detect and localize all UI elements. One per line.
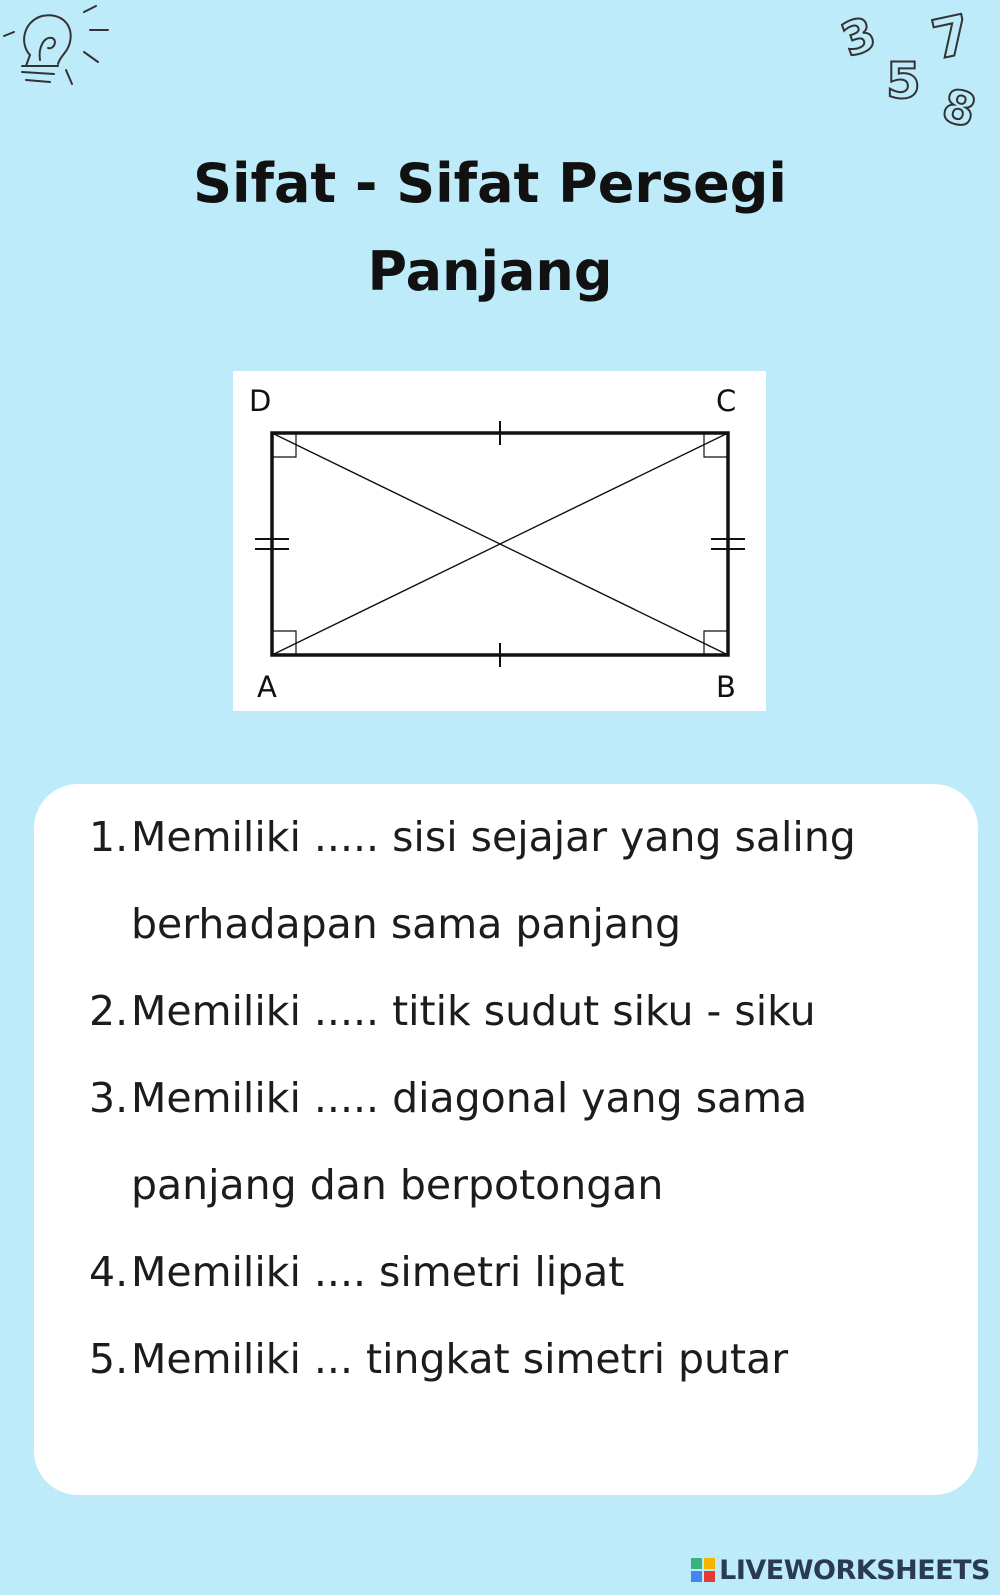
vertex-label-c: C (716, 384, 737, 418)
properties-card (34, 784, 978, 1495)
list-item (89, 794, 939, 968)
right-angle-mark-a (272, 631, 296, 655)
right-angle-mark-c (704, 433, 728, 457)
page-title-line-2: Panjang (367, 240, 613, 303)
list-item (89, 1316, 939, 1403)
liveworksheets-logo-icon (691, 1558, 715, 1582)
list-item-text: Memiliki ..... sisi sejajar yang saling berhadapan sama panjang (131, 813, 856, 948)
list-item-number: 3. (89, 1074, 129, 1122)
list-item-number: 4. (89, 1248, 129, 1296)
vertex-label-d: D (249, 384, 272, 418)
liveworksheets-brand[interactable] (691, 1552, 990, 1588)
list-item (89, 968, 939, 1055)
list-item-number: 2. (89, 987, 129, 1035)
vertex-label-b: B (716, 670, 736, 704)
doodle-digit-7: 7 (926, 2, 977, 72)
doodle-digit-3: 3 (834, 5, 883, 68)
list-item-text: Memiliki ..... diagonal yang sama panjang dan berpotongan (131, 1074, 808, 1209)
rectangle-diagram (233, 371, 766, 711)
properties-list (89, 794, 939, 1403)
list-item-text: Memiliki .... simetri lipat (131, 1248, 625, 1296)
list-item-number: 5. (89, 1335, 129, 1383)
rectangle-figure (233, 371, 766, 711)
brand-name: LIVEWORKSHEETS (719, 1554, 990, 1586)
page-title-line-1: Sifat - Sifat Persegi (193, 152, 787, 215)
list-item (89, 1055, 939, 1229)
page-title (150, 140, 830, 316)
list-item-text: Memiliki ... tingkat simetri putar (131, 1335, 789, 1383)
doodle-digit-8: 8 (937, 77, 982, 138)
list-item-text: Memiliki ..... titik sudut siku - siku (131, 987, 816, 1035)
doodle-digit-5: 5 (886, 52, 921, 110)
list-item (89, 1229, 939, 1316)
vertex-label-a: A (257, 670, 277, 704)
right-angle-mark-b (704, 631, 728, 655)
list-item-number: 1. (89, 813, 129, 861)
lightbulb-icon (0, 0, 120, 100)
right-angle-mark-d (272, 433, 296, 457)
numbers-doodle-icon (834, 0, 1000, 138)
